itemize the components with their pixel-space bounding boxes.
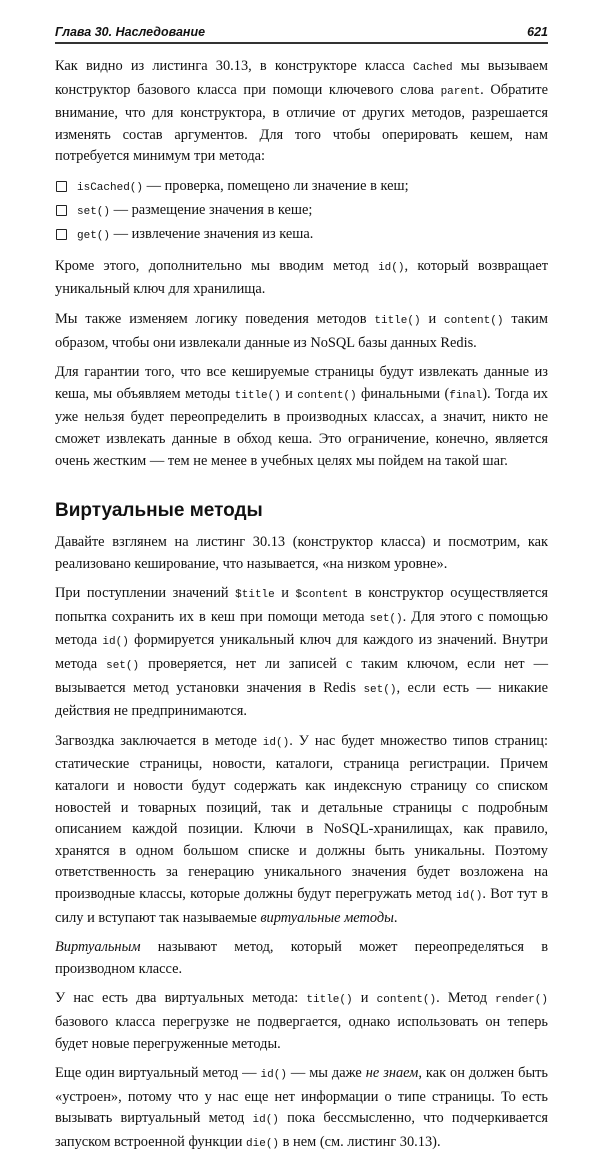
inline-code: set(): [363, 683, 397, 696]
inline-code: $content: [295, 589, 349, 602]
inline-code: id(): [378, 261, 405, 274]
text-run: Еще один виртуальный метод —: [55, 1065, 261, 1082]
text-run: , если есть — никакие действия не предпринимаются.: [55, 679, 548, 720]
bullet-list: [55, 176, 548, 248]
inline-code: id(): [455, 890, 483, 902]
paragraph: [55, 937, 548, 980]
text-run: таким образом, чтобы они извлекали данные из NoSQL базы данных Redis.: [55, 310, 548, 351]
text-run: . Метод: [436, 990, 496, 1007]
text-run: и: [274, 585, 296, 602]
text-run: и: [352, 990, 377, 1007]
inline-code: content(): [297, 389, 357, 402]
chapter-title: Глава 30. Наследование: [55, 25, 206, 39]
paragraph: [55, 256, 548, 301]
text-run: в нем (см. листинг 30.13).: [279, 1133, 441, 1150]
list-item: [55, 200, 548, 224]
inline-code: final: [449, 389, 483, 402]
paragraph: [55, 56, 548, 168]
text-run: мы вызываем конструктор базового класса при помощи ключевого слова: [55, 58, 548, 98]
inline-code: render(): [495, 994, 548, 1007]
inline-code: title(): [234, 389, 281, 402]
text-run: Кроме этого, дополнительно мы вводим метод: [55, 257, 379, 274]
text-run: При поступлении значений: [55, 585, 236, 602]
text-run: формируется уникальный ключ для каждого из значений. Внутри метода: [55, 632, 548, 673]
section-heading: Виртуальные методы: [55, 500, 263, 522]
inline-code: set(): [106, 660, 140, 673]
inline-code: die(): [246, 1137, 280, 1150]
text-run: называют метод, который может переопределяться в производном классе.: [55, 939, 548, 977]
text-run: в конструктор осуществляется попытка сохранить их в кеш при помощи метода: [55, 585, 548, 625]
text-run: и: [280, 385, 298, 402]
text-run: — мы даже: [286, 1065, 366, 1082]
italic-text: виртуальные методы: [260, 909, 394, 926]
text-run: Давайте взглянем на листинг 30.13 (конструктор класса) и посмотрим, как реализовано кеширование, что называется, «на низком уровне».: [55, 534, 548, 572]
text-run: , как он должен быть «устроен», потому что у нас еще нет информации о типе страницы. То есть вызывать виртуальный метод: [55, 1065, 548, 1127]
text-run: и: [420, 310, 445, 327]
text-run: проверяется, нет ли записей с таким ключом, если нет — вызывается метод установки значения в Redis: [55, 656, 548, 696]
text-run: пока бессмысленно, что подчеркивается запуском встроенной функции: [55, 1110, 548, 1150]
italic-text: Виртуальным: [55, 939, 141, 956]
inline-code: id(): [262, 736, 290, 749]
paragraph: [55, 731, 548, 929]
text-run: Для гарантии того, что все кешируемые страницы будут извлекать данные из кеша, мы объявляем методы: [55, 364, 548, 402]
text-run: . У нас будет множество типов страниц: статические страницы, новости, каталоги, страница регистрации. Причем каталоги и новости будут содержать как индексную страницу со списком новостей и товарных позиций, так и детальные страницы с подробным описанием каждой позиции. Ключи в NoSQL-хранилищах, как правило, хранятся в одном большом списке и должны быть уникальны. Поэтому ответственность за генерацию уникального значения будет возложена на производные классы, которые должны будут перегружать метод: [55, 732, 548, 902]
text-run: Мы также изменяем логику поведения методов: [55, 310, 375, 327]
inline-code: title(): [306, 994, 353, 1007]
page-number: 621: [527, 25, 548, 39]
list-item: [55, 224, 548, 248]
text-run: . Вот тут в силу и вступают так называемые: [55, 886, 548, 926]
text-run: базового класса перегрузке не подвергается, однако использовать он теперь будет новые перегруженные методы.: [55, 1013, 548, 1052]
inline-code: parent: [440, 85, 481, 98]
inline-code: get(): [77, 230, 111, 243]
text-run: . Для этого с помощью метода: [55, 608, 549, 649]
inline-code: set(): [77, 206, 111, 219]
paragraph: [55, 532, 548, 575]
text-run: — извлечение значения из кеша.: [110, 226, 314, 243]
inline-code: content(): [376, 994, 437, 1007]
inline-code: id(): [102, 636, 129, 649]
text-run: — проверка, помещено ли значение в кеш;: [143, 177, 409, 194]
inline-code: isCached(): [77, 181, 144, 194]
inline-code: Cached: [412, 62, 453, 74]
text-run: ). Тогда их уже нельзя будет переопределить в производных классах, а значит, никто не сможет извлекать данные в обход кеша. Это ограничение, конечно, является очень жестким — тем не менее в учебных целях мы пойдем на такой шаг.: [55, 385, 548, 469]
text-run: . Обратите внимание, что для конструктора, в отличие от других методов, разрешается изменять состав аргументов. Для того чтобы оперировать кешем, нам потребуется минимум три метода:: [55, 81, 548, 165]
inline-code: $title: [235, 589, 275, 602]
inline-code: content(): [444, 314, 504, 327]
paragraph: [55, 309, 548, 354]
text-run: .: [393, 909, 398, 926]
text-run: финальными (: [356, 385, 450, 402]
page-body: [55, 56, 548, 1164]
paragraph: [55, 988, 548, 1055]
paragraph: [55, 362, 548, 472]
square-bullet-icon: [56, 181, 67, 192]
square-bullet-icon: [56, 229, 67, 240]
text-run: Загвоздка заключается в методе: [55, 732, 263, 749]
list-item: [55, 176, 548, 200]
text-run: Как видно из листинга 30.13, в конструкторе класса: [55, 58, 413, 74]
text-run: У нас есть два виртуальных метода:: [55, 990, 307, 1007]
running-header: [55, 22, 548, 44]
square-bullet-icon: [56, 205, 67, 216]
inline-code: id(): [260, 1069, 287, 1082]
text-run: — размещение значения в кеше;: [110, 202, 313, 219]
inline-code: id(): [252, 1114, 279, 1127]
paragraph: [55, 1063, 548, 1155]
paragraph: [55, 583, 548, 723]
inline-code: set(): [369, 612, 403, 625]
inline-code: title(): [374, 314, 421, 327]
text-run: , который возвращает уникальный ключ для хранилища.: [55, 257, 548, 298]
italic-text: не знаем: [365, 1065, 419, 1082]
